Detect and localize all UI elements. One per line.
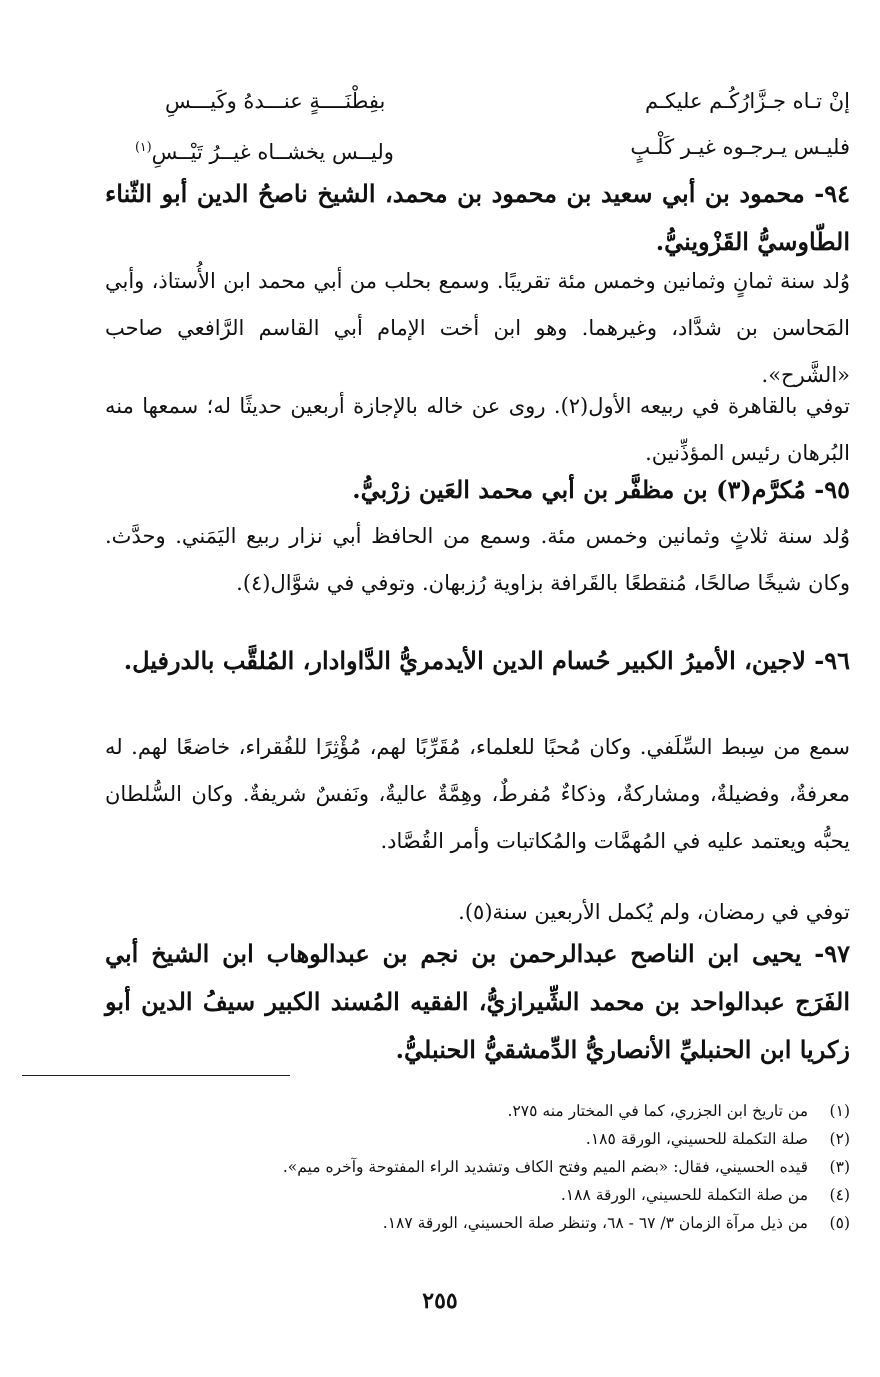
- verse-2-first-hemistich: فليـس يـرجـوه غيـر كَلْـبٍ: [630, 135, 850, 159]
- entry-94-paragraph-2: توفي بالقاهرة في ربيعه الأول(٢). روى عن خاله بالإجازة أربعين حديثًا له؛ سمعها منه البُرهان رئيس المؤذِّنين.: [105, 394, 850, 465]
- footnote-number: (٢): [829, 1130, 850, 1148]
- footnote-ref-1[interactable]: (١): [135, 139, 152, 154]
- verse-2-second-hemistich: [135, 132, 394, 167]
- footnote-text: من تاريخ ابن الجزري، كما في المختار منه ٢٧٥.: [507, 1102, 808, 1120]
- verse-1-first-hemistich: إنْ تـاه جـزَّارُكُـم عليكـم: [644, 89, 850, 113]
- footnotes: [90, 1097, 850, 1237]
- entry-96-paragraph-1: سمع من سِبط السِّلَفي. وكان مُحبًا للعلماء، مُقَرِّبًا لهم، مُؤْثِرًا للفُقراء، خاضعًا لهم. له معرفةٌ، وفضيلةٌ، ومشاركةٌ، وذكاءٌ مُفرطٌ، وهِمَّةٌ عاليةٌ، ونَفسٌ شريفةٌ. وكان السُّلطان يحبُّه ويعتمد عليه في المُهمَّات والمُكاتبات وأمر القُصَّاد.: [105, 735, 850, 853]
- poem-verse-1: [105, 86, 850, 116]
- entry-95-paragraph-1: وُلد سنة ثلاثٍ وثمانين وخمس مئة. وسمع من الحافظ أبي نزار ربيع اليَمَني. وحدَّث. وكان شيخًا صالحًا، مُنقطعًا بالقَرافة بزاوية رُزبهان. وتوفي في شوَّال(٤).: [105, 524, 850, 595]
- footnote-text: من ذيل مرآة الزمان ٣/ ٦٧ - ٦٨، وتنظر صلة الحسيني، الورقة ١٨٧.: [382, 1214, 808, 1232]
- entry-94-paragraph-1: وُلد سنة ثمانٍ وثمانين وخمس مئة تقريبًا. وسمع بحلب من أبي محمد ابن الأُستاذ، وأبي المَحاسن بن شدَّاد، وغيرهما. وهو ابن أخت الإمام أبي القاسم الرَّافعي صاحب «الشَّرح».: [105, 269, 850, 387]
- footnote-number: (٣): [829, 1158, 850, 1176]
- verse-2-second-text: وليــس يخشــاه غيــرُ تَيْــسِ: [151, 140, 394, 164]
- entry-97-heading: ٩٧- يحيى ابن الناصح عبدالرحمن بن نجم بن عبدالوهاب ابن الشيخ أبي الفَرَج عبدالواحد بن محمد الشِّيرازيُّ، الفقيه المُسند الكبير سيفُ الدين أبو زكريا ابن الحنبليِّ الأنصاريُّ الدِّمشقيُّ الحنبليُّ.: [105, 939, 850, 1064]
- entry-96-paragraph-2: توفي في رمضان، ولم يُكمل الأربعين سنة(٥).: [458, 900, 850, 924]
- footnote-text: من صلة التكملة للحسيني، الورقة ١٨٨.: [560, 1186, 808, 1204]
- entry-96-heading: ٩٦- لاجين، الأميرُ الكبير حُسام الدين الأيدمريُّ الدَّاوادار، المُلقَّب بالدرفيل.: [123, 646, 850, 675]
- entry-95-heading: ٩٥- مُكرَّم(٣) بن مظفَّر بن أبي محمد العَين زرْبيُّ.: [352, 475, 850, 504]
- footnote-2: [90, 1125, 850, 1153]
- entry-94-heading: ٩٤- محمود بن أبي سعيد بن محمود بن محمد، الشيخ ناصحُ الدين أبو الثّناء الطّاوسيُّ القَزْوينيُّ.: [105, 179, 850, 256]
- footnote-text: قيده الحسيني، فقال: «بضم الميم وفتح الكاف وتشديد الراء المفتوحة وآخره ميم».: [282, 1158, 808, 1176]
- footnote-text: صلة التكملة للحسيني، الورقة ١٨٥.: [585, 1130, 808, 1148]
- poem-verse-2: [105, 132, 850, 167]
- footnote-1: [90, 1097, 850, 1125]
- footnote-4: [90, 1181, 850, 1209]
- footnote-separator: [22, 1075, 290, 1076]
- footnote-3: [90, 1153, 850, 1181]
- footnote-5: [90, 1209, 850, 1237]
- footnote-number: (١): [829, 1102, 850, 1120]
- verse-1-second-hemistich: بفِطْنَــــةٍ عنـــدهُ وكَيـــسِ: [165, 89, 386, 113]
- footnote-number: (٤): [829, 1186, 850, 1204]
- footnote-number: (٥): [829, 1214, 850, 1232]
- page-number: ٢٥٥: [422, 1288, 458, 1314]
